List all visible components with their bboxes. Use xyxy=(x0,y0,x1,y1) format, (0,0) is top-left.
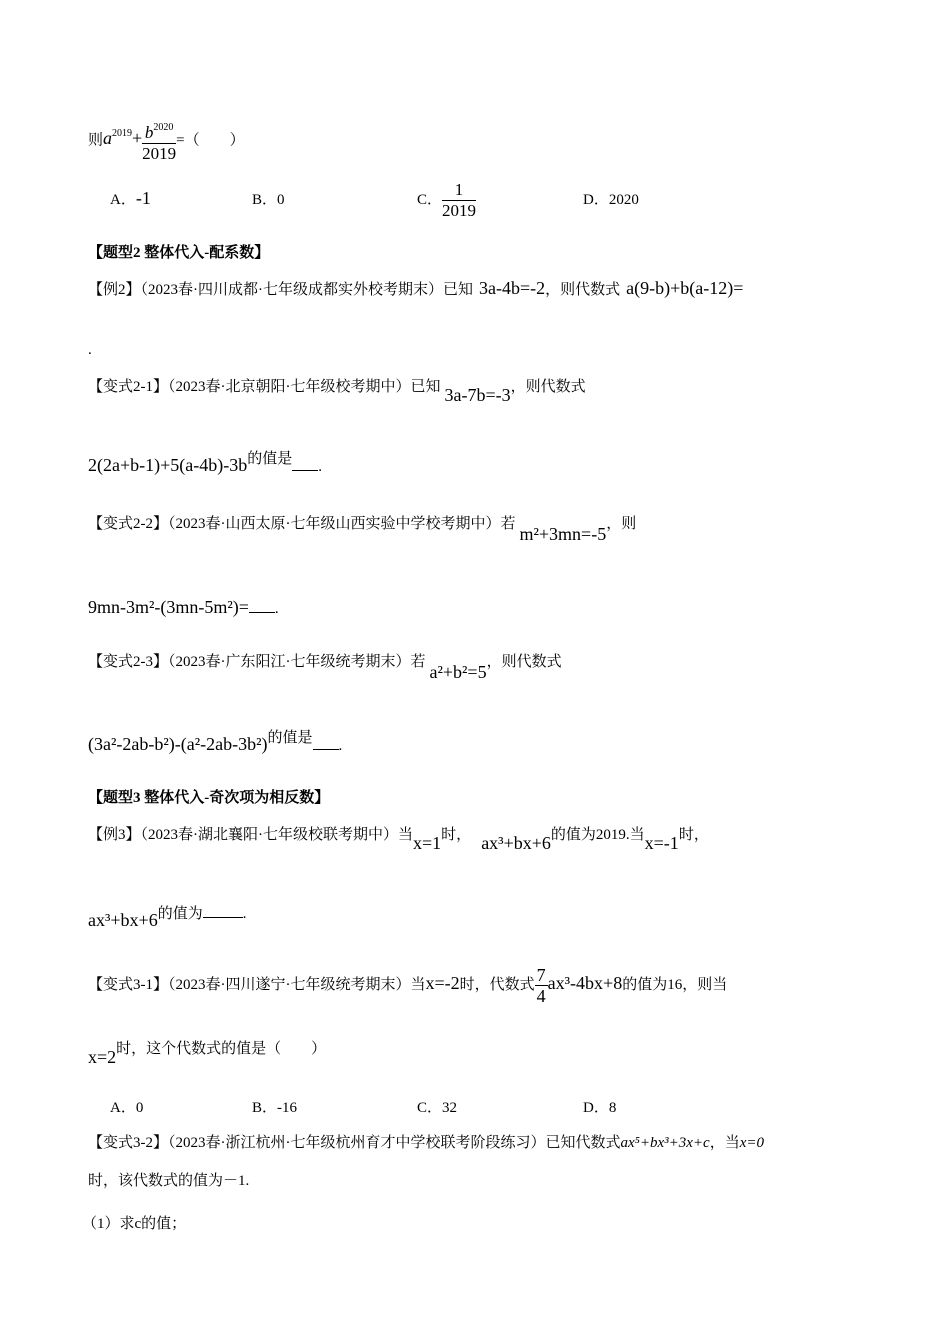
prev-lead-text: 则 xyxy=(88,132,104,149)
variant23: 【变式2-3】（2023春·广东阳江·七年级统考期末）若 a²+b²=5，则代数式 xyxy=(88,654,562,682)
variant32: 【变式3-2】（2023春·浙江杭州·七年级杭州育才中学校联考阶段练习）已知代数式ax⁵+bx³+3x+c，当x=0 xyxy=(88,1135,765,1151)
variant22-condition: m²+3mn=-5 xyxy=(519,524,607,544)
example2-end: . xyxy=(88,342,92,358)
variant22-expr-line: 9mn-3m²-(3mn-5m²)= . xyxy=(88,597,279,617)
example3-tag: 【例3】 xyxy=(88,827,141,843)
prev-option-c[interactable]: C． $\frac{1}{2019}$ xyxy=(417,180,477,220)
variant32-line2: 时，该代数式的值为－1. xyxy=(88,1173,250,1189)
variant32-tag: 【变式3-2】 xyxy=(88,1135,168,1151)
variant22-expression: 9mn-3m²-(3mn-5m²)= xyxy=(88,597,249,617)
variant21-expr-line: 2(2a+b-1)+5(a-4b)-3b的值是 . xyxy=(88,451,323,475)
example2: 【例2】（2023春·四川成都·七年级成都实外校考期末）已知 3a-4b=-2，则代数式 a(9-b)+b(a-12)= xyxy=(88,278,744,298)
example3-line2: ax³+bx+6的值为 . xyxy=(88,902,246,923)
type2-heading: 【题型2 整体代入-配系数】 xyxy=(88,245,270,261)
variant23-expr-line: (3a²-2ab-b²)-(a²-2ab-3b²)的值是 . xyxy=(88,730,343,754)
variant21: 【变式2-1】（2023春·北京朝阳·七年级校考期中）已知 3a-7b=-3，则代数式 xyxy=(88,379,586,405)
prev-plus: + xyxy=(132,128,143,149)
example2-tag: 【例2】 xyxy=(88,282,141,298)
variant22: 【变式2-2】（2023春·山西太原·七年级山西实验中学校考期中）若 m²+3mn=-5，则 xyxy=(88,516,637,544)
variant23-tag: 【变式2-3】 xyxy=(88,654,168,670)
example2-condition: 3a-4b=-2 xyxy=(479,278,546,298)
prev-option-d[interactable]: D．2020 xyxy=(583,192,639,208)
variant21-tag: 【变式2-1】 xyxy=(88,379,168,395)
prev-option-b[interactable]: B．0 xyxy=(252,192,285,208)
variant32-expression: ax⁵+bx³+3x+c xyxy=(620,1135,710,1151)
variant21-condition: 3a-7b=-3 xyxy=(444,385,511,405)
prev-tail: =（ ） xyxy=(176,132,245,149)
example2-expression: a(9-b)+b(a-12)= xyxy=(626,278,744,298)
variant31-line2: x=2时，这个代数式的值是（ ） xyxy=(88,1041,327,1067)
prev-option-a[interactable]: A．-1 xyxy=(110,188,151,208)
variant23-expression: (3a²-2ab-b²)-(a²-2ab-3b²) xyxy=(88,734,268,754)
variant21-expression: 2(2a+b-1)+5(a-4b)-3b xyxy=(88,455,248,475)
answer-blank[interactable] xyxy=(292,456,318,471)
prev-question-stem xyxy=(88,118,245,164)
example3: 【例3】（2023春·湖北襄阳·七年级校联考期中）当x=1时， ax³+bx+6的值为2019.当x=-1时， xyxy=(88,827,709,853)
variant31: 【变式3-1】（2023春·四川遂宁·七年级统考期末）当x=-2时，代数式 $\frac{7}{4}$ ax³-4bx+8的值为16，则当 xyxy=(88,965,728,1006)
prev-exp: 2019 xyxy=(112,128,133,140)
answer-blank[interactable] xyxy=(313,735,339,750)
variant22-tag: 【变式2-2】 xyxy=(88,516,168,532)
prev-base: a xyxy=(103,128,113,149)
variant31-option-c[interactable]: C．32 xyxy=(417,1100,458,1116)
variant23-condition: a²+b²=5 xyxy=(429,662,487,682)
variant31-option-a[interactable]: A．0 xyxy=(110,1100,144,1116)
prev-fraction: $\frac{b^{2020}}{2019}$ xyxy=(142,118,176,164)
variant32-q1: （1）求c的值； xyxy=(82,1216,187,1232)
answer-blank[interactable] xyxy=(203,903,243,918)
variant31-option-d[interactable]: D．8 xyxy=(583,1100,617,1116)
type3-heading: 【题型3 整体代入-奇次项为相反数】 xyxy=(88,790,330,806)
answer-blank[interactable] xyxy=(249,598,275,613)
variant31-option-b[interactable]: B．-16 xyxy=(252,1100,298,1116)
variant31-tag: 【变式3-1】 xyxy=(88,976,168,993)
